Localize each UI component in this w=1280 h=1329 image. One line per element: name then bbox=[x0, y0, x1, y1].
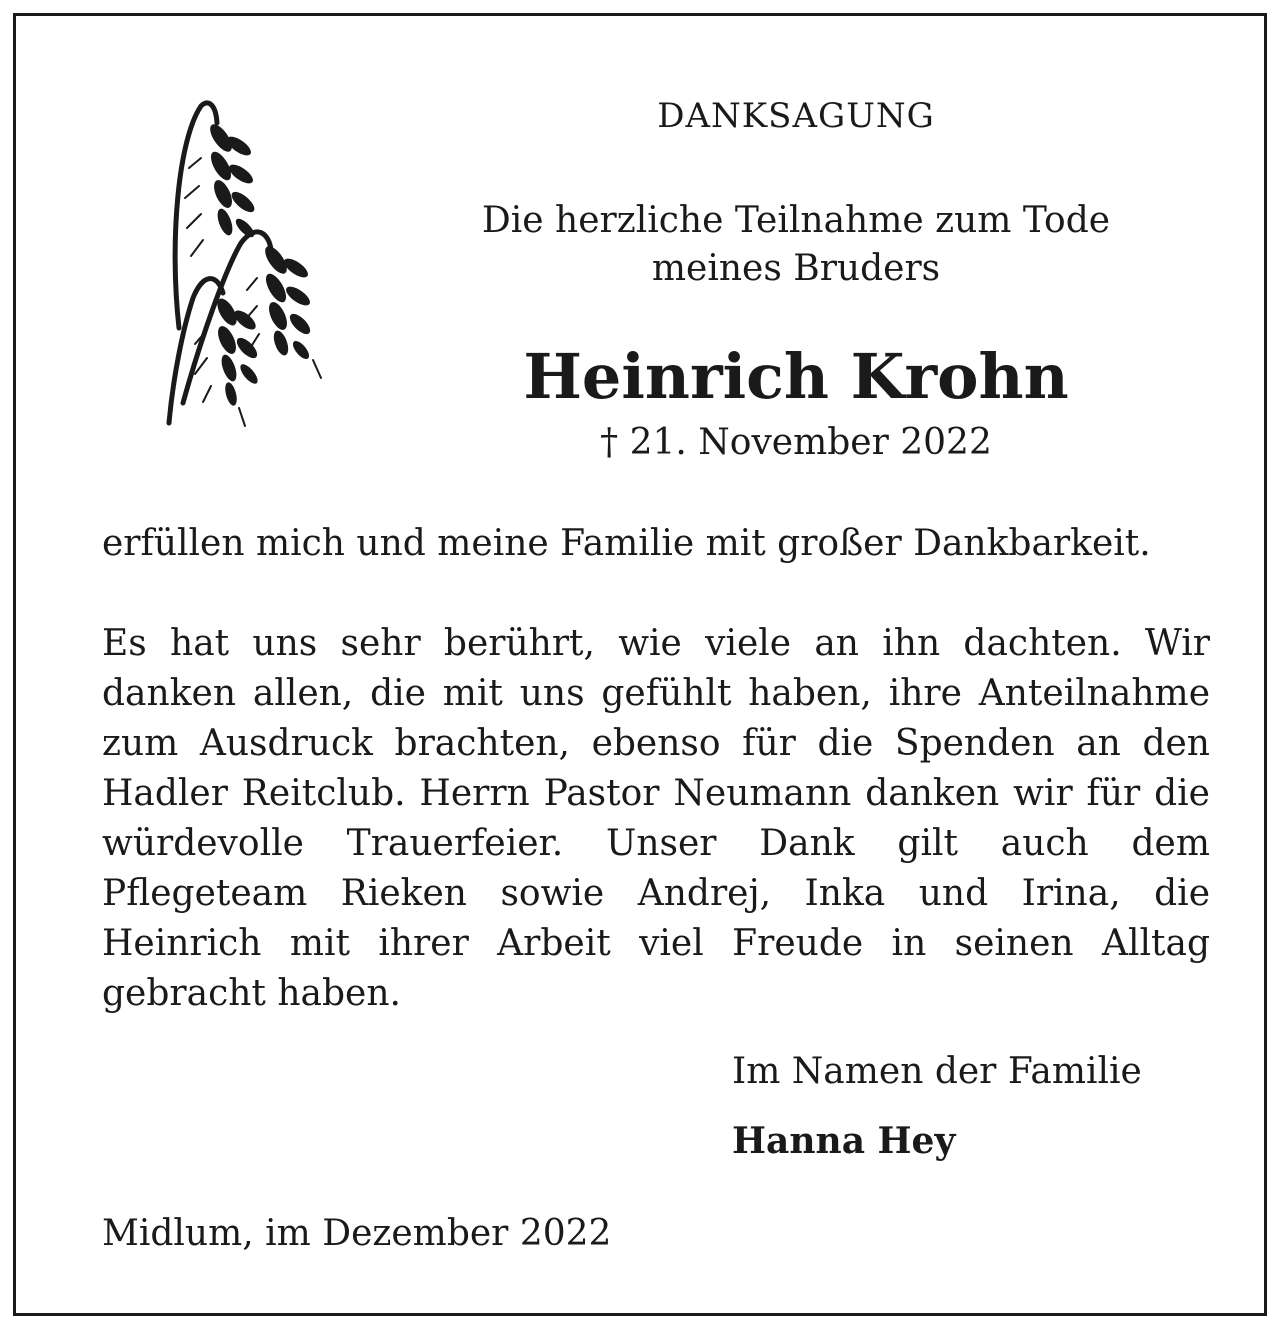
signer-name: Hanna Hey bbox=[732, 1120, 956, 1162]
intro-text bbox=[396, 197, 1196, 293]
thanks-paragraph: Es hat uns sehr berührt, wie viele an ihn dachten. Wir danken allen, die mit uns gefühlt haben, ihre Anteilnahme zum Ausdruck brachten, ebenso für die Spenden an den Hadler Reitclub. Herrn Pastor Neumann danken wir für die würdevolle Trauerfeier. Unser Dank gilt auch dem Pflegeteam Rieken sowie Andrej, Inka und Irina, die Heinrich mit ihrer Arbeit viel Freude in seinen Alltag gebracht haben. bbox=[102, 623, 1210, 1014]
place-date: Midlum, im Dezember 2022 bbox=[102, 1213, 612, 1254]
death-date: † 21. November 2022 bbox=[600, 422, 992, 463]
wheat-ears-icon bbox=[161, 98, 331, 433]
notice-title: DANKSAGUNG bbox=[657, 96, 935, 136]
gratitude-paragraph: erfüllen mich und meine Familie mit großer Dankbarkeit. bbox=[102, 523, 1151, 564]
closing-line: Im Namen der Familie bbox=[732, 1051, 1142, 1092]
intro-line-2: meines Bruders bbox=[651, 248, 941, 289]
obituary-notice bbox=[13, 13, 1267, 1316]
deceased-name: Heinrich Krohn bbox=[523, 340, 1069, 413]
intro-line-1: Die herzliche Teilnahme zum Tode bbox=[481, 200, 1111, 241]
